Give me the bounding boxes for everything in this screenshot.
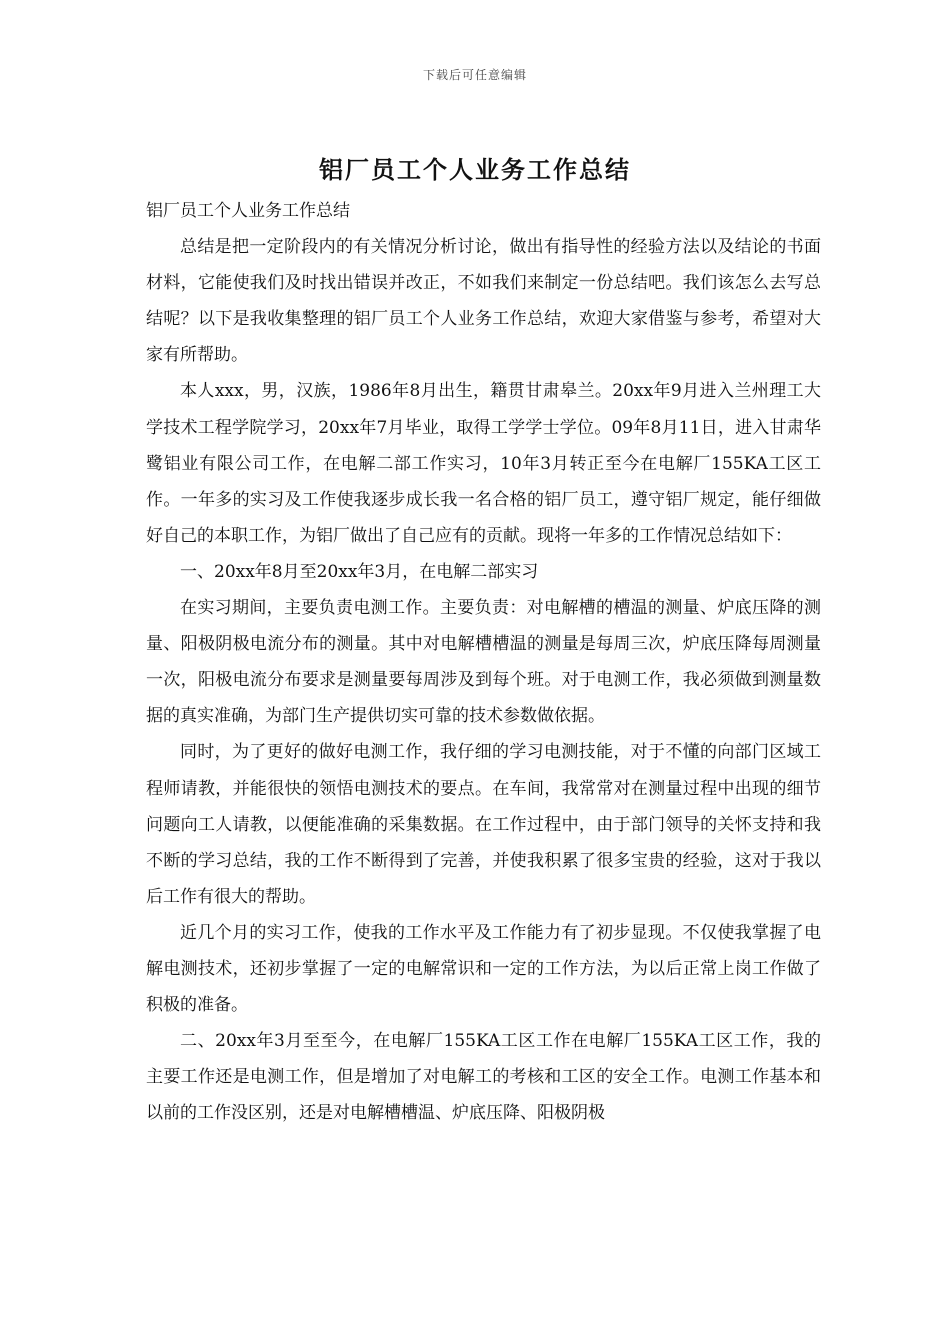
paragraph-intro: 总结是把一定阶段内的有关情况分析讨论，做出有指导性的经验方法以及结论的书面材料，它能使我们及时找出错误并改正，不如我们来制定一份总结吧。我们该怎么去写总结呢？以下是我收集整理的铝厂员工个人业务工作总结，欢迎大家借鉴与参考，希望对大家有所帮助。 — [146, 237, 821, 366]
paragraph-progress: 近几个月的实习工作，使我的工作水平及工作能力有了初步显现。不仅使我掌握了电解电测技术，还初步掌握了一定的电解常识和一定的工作方法，为以后正常上岗工作做了积极的准备。 — [146, 922, 821, 1016]
section-heading-1: 一、20xx年8月至20xx年3月，在电解二部实习 — [180, 561, 539, 582]
section-heading-2: 二、20xx年3月至至今，在电解厂155KA工区工作在电解厂155KA工区工作，我的主要工作还是电测工作，但是增加了对电解工的考核和工区的安全工作。电测工作基本和以前的工作没区别，还是对电解槽槽温、炉底压降、阳极阴极 — [146, 1031, 821, 1124]
paragraph-profile: 本人xxx，男，汉族，1986年8月出生，籍贯甘肃皋兰。20xx年9月进入兰州理工大学技术工程学院学习，20xx年7月毕业，取得工学学士学位。09年8月11日，进入甘肃华鹭铝业有限公司工作，在电解二部工作实习，10年3月转正至今在电解厂155KA工区工作。一年多的实习及工作使我逐步成长我一名合格的铝厂员工，遵守铝厂规定，能仔细做好自己的本职工作，为铝厂做出了自己应有的贡献。现将一年多的工作情况总结如下： — [146, 381, 821, 546]
document-title: 铝厂员工个人业务工作总结 — [319, 155, 631, 184]
document-subtitle: 铝厂员工个人业务工作总结 — [146, 201, 350, 221]
document-body — [146, 193, 821, 1131]
paragraph-internship-duties: 在实习期间，主要负责电测工作。主要负责：对电解槽的槽温的测量、炉底压降的测量、阳极阴极电流分布的测量。其中对电解槽槽温的测量是每周三次，炉底压降每周测量一次，阳极电流分布要求是测量要每周涉及到每个班。对于电测工作，我必须做到测量数据的真实准确，为部门生产提供切实可靠的技术参数做依据。 — [146, 598, 821, 727]
paragraph-learning: 同时，为了更好的做好电测工作，我仔细的学习电测技能，对于不懂的向部门区域工程师请教，并能很快的领悟电测技术的要点。在车间，我常常对在测量过程中出现的细节问题向工人请教，以便能准确的采集数据。在工作过程中，由于部门领导的关怀支持和我不断的学习总结，我的工作不断得到了完善，并使我积累了很多宝贵的经验，这对于我以后工作有很大的帮助。 — [146, 742, 821, 907]
header-note: 下载后可任意编辑 — [422, 68, 527, 82]
